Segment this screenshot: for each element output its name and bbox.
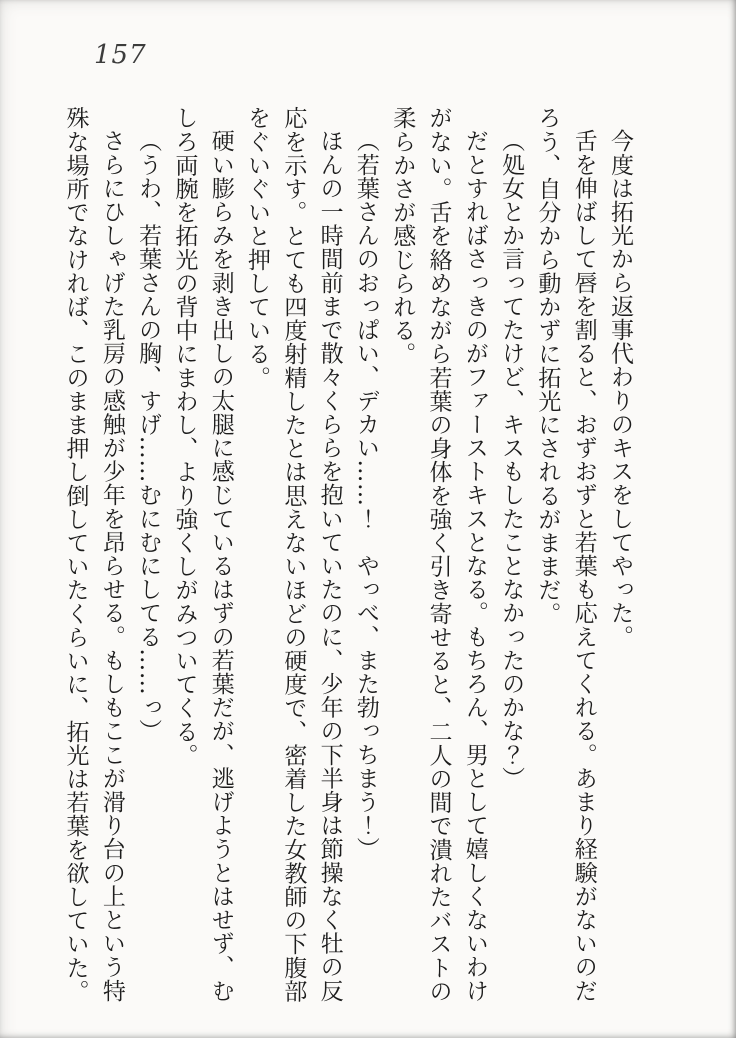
paragraph-monologue: （処女とか言ってたけど、キスもしたことなかったのかな？） [498,129,525,790]
paragraph: ほんの一時間前まで散々くららを抱いていたのに、少年の下半身は節操なく牡の反応を示す。とても四度射精したとは思えないほどの硬度で、密着した女教師の下腹部をぐいぐいと押している。 [244,106,343,1003]
paragraph-monologue: （若葉さんのおっぱい、デカい……！ やっべ、また勃っちまう！） [352,129,379,861]
paragraph: 舌を伸ばして唇を割ると、おずおずと若葉も応えてくれる。あまり経験がないのだろう、自分から動かずに拓光にされるがままだ。 [534,106,597,1003]
body-text [57,106,638,1008]
paragraph: 硬い膨らみを剥き出しの太腿に感じているはずの若葉だが、逃げようとはせず、むしろ両腕を拓光の背中にまわし、より強くしがみついてくる。 [171,106,234,1003]
paragraph-monologue: （うわ、若葉さんの胸、すげ……むにむにしてる……っ） [135,129,162,743]
paragraph: さらにひしゃげた乳房の感触が少年を昂らせる。もしもここが滑り台の上という特殊な場所でなければ、このまま押し倒していたくらいに、拓光は若葉を欲していた。 [62,106,125,1003]
paragraph: 今度は拓光から返事代わりのキスをしてやった。 [607,129,633,649]
page-number: 157 [94,40,147,70]
paragraph: だとすればさっきのがファーストキスとなる。もちろん、男として嬉しくないわけがない。舌を絡めながら若葉の身体を強く引き寄せると、二人の間で潰れたバストの柔らかさが感じられる。 [389,106,488,1003]
